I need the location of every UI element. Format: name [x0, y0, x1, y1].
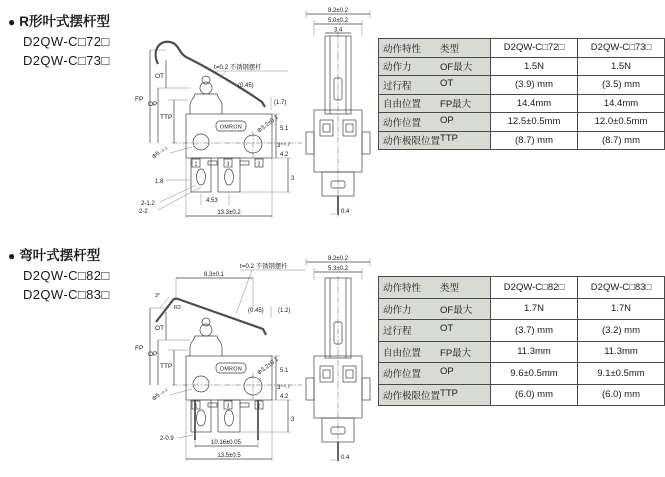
- row-value-1: 11.3mm: [491, 341, 578, 363]
- section1-title: [8, 10, 110, 30]
- dim-h3: 4.2: [280, 152, 289, 158]
- dim-h4: 3: [291, 417, 295, 423]
- side-view: [306, 256, 370, 463]
- front-view: [135, 261, 306, 461]
- dim-hole-big: Φ5₋₀.₁: [151, 386, 169, 403]
- dim-leg-offset: 1.8: [155, 179, 164, 185]
- row-value-2: (8.7) mm: [578, 131, 665, 150]
- row-label: 动作力: [383, 304, 412, 316]
- row-code: FP最大: [440, 99, 472, 111]
- op-label: OP: [148, 351, 158, 358]
- row-value-1: (3.7) mm: [491, 320, 578, 342]
- dim-tip: (1.2): [278, 308, 291, 314]
- row-label: 动作力: [383, 62, 412, 74]
- bullet-icon: ●: [8, 249, 16, 263]
- side-dim-pin: 0.4: [341, 455, 350, 461]
- row-code: TTP: [440, 387, 458, 399]
- row-value-1: (3.9) mm: [491, 76, 578, 95]
- spec-table-72-73: [378, 38, 665, 150]
- dim-lever-gap: (0.45): [248, 308, 264, 314]
- ttp-label: TTP: [160, 114, 173, 121]
- dim-pin-pitch: 10.16±0.05: [211, 440, 241, 446]
- lever-material-note: t=0.2 不锈钢摆杆: [214, 64, 262, 71]
- col-header-characteristic: 动作特性: [383, 283, 422, 295]
- row-value-1: 9.6±0.5mm: [491, 363, 578, 385]
- row-value-1: 12.5±0.5mm: [491, 113, 578, 132]
- ot-label: OT: [155, 73, 165, 80]
- table-row: [379, 113, 665, 132]
- col-header-model-83: D2QW-C□83□: [578, 277, 665, 299]
- section1-model-1: D2QW-C□72□: [23, 34, 110, 49]
- section1-model-2: D2QW-C□73□: [23, 53, 110, 68]
- spec-table-82-83: [378, 276, 665, 406]
- side-dim-outer: 8.2±0.2: [328, 256, 348, 262]
- row-code: OP: [440, 114, 454, 126]
- dim-tip: (1.7): [274, 100, 287, 106]
- dim-h2: 3⁺⁰·²: [277, 385, 290, 391]
- table-row: [379, 320, 665, 342]
- col-header-model-73: D2QW-C□73□: [578, 39, 665, 58]
- terminal-3-label: 3: [226, 161, 230, 168]
- dim-hole-small: Φ3.2±0.1: [256, 114, 280, 135]
- row-label: 过行程: [383, 326, 412, 338]
- table-row: [379, 57, 665, 76]
- side-dim-mid: 5.0±0.2: [328, 18, 348, 24]
- table-row: [379, 298, 665, 320]
- dim-pin-w: 2-0.9: [160, 436, 174, 442]
- row-value-2: (3.5) mm: [578, 76, 665, 95]
- row-value-2: 1.7N: [578, 298, 665, 320]
- brand-logo: OMRON: [219, 366, 243, 373]
- ot-label: OT: [155, 325, 165, 332]
- dim-bend-r: R2: [174, 305, 181, 311]
- dim-h1: 5.1: [280, 126, 289, 132]
- row-code: OT: [440, 77, 454, 89]
- row-value-2: 9.1±0.5mm: [578, 363, 665, 385]
- row-value-1: 14.4mm: [491, 94, 578, 113]
- row-label: 动作极限位置: [383, 390, 441, 402]
- dim-leg-pitch: 4.53: [206, 198, 218, 204]
- section2-title-text: 弯叶式摆杆型: [19, 248, 101, 263]
- row-label: 动作位置: [383, 117, 422, 129]
- section1-title-text: R形叶式摆杆型: [19, 14, 110, 29]
- row-code: TTP: [440, 133, 458, 145]
- row-label: 动作位置: [383, 369, 422, 381]
- row-label: 过行程: [383, 80, 412, 92]
- brand-logo: OMRON: [219, 124, 243, 131]
- section2-header: [8, 244, 110, 302]
- dim-lever-len: 8.3±0.1: [204, 272, 224, 278]
- table-row: [379, 94, 665, 113]
- ttp-label: TTP: [160, 363, 173, 370]
- row-label: 自由位置: [383, 347, 422, 359]
- terminal-2-label: 2: [257, 161, 261, 168]
- row-code: OF最大: [440, 62, 473, 74]
- dim-h2: 3⁺⁰·²: [277, 143, 290, 149]
- row-value-1: (6.0) mm: [491, 384, 578, 406]
- side-dim-mid: 5.3±0.2: [328, 266, 348, 272]
- lever-material-note: t=0.2 不锈钢摆杆: [240, 263, 288, 270]
- col-header-model-82: D2QW-C□82□: [491, 277, 578, 299]
- photo-shapes: [22, 71, 118, 218]
- table-row: [379, 384, 665, 406]
- row-value-2: 11.3mm: [578, 341, 665, 363]
- section2-title: [8, 244, 110, 264]
- dimension-drawing-bent-lever: [128, 248, 378, 477]
- dim-angle: 3°: [155, 293, 161, 299]
- row-value-1: (8.7) mm: [491, 131, 578, 150]
- row-label: 动作极限位置: [383, 136, 441, 148]
- row-code: OP: [440, 366, 454, 378]
- terminal-2-label: 2: [257, 403, 261, 410]
- dim-slot2: 2-2: [139, 209, 148, 215]
- bullet-icon: ●: [8, 15, 16, 29]
- fp-label: FP: [135, 96, 144, 103]
- col-header-type: 类型: [440, 43, 460, 55]
- terminal-3-label: 3: [226, 403, 230, 410]
- section2-model-1: D2QW-C□82□: [23, 268, 110, 283]
- side-dim-outer: 8.2±0.2: [328, 8, 348, 14]
- side-dim-inner: 3.4: [333, 27, 343, 34]
- col-header-type: 类型: [440, 283, 460, 295]
- terminal-1-label: 1: [194, 403, 198, 410]
- table-row: [379, 131, 665, 150]
- dim-h3: 4.2: [280, 394, 289, 400]
- table-row: [379, 363, 665, 385]
- table-header-row: [379, 277, 665, 299]
- op-label: OP: [148, 101, 158, 108]
- dim-slot1: 2-1.2: [141, 201, 155, 207]
- dim-h4: 3: [291, 176, 295, 182]
- front-view: [135, 42, 302, 218]
- row-code: OF最大: [440, 304, 473, 316]
- dim-h1: 5.1: [280, 368, 289, 374]
- row-code: FP最大: [440, 347, 472, 359]
- fp-label: FP: [135, 345, 144, 352]
- photo-shapes: [12, 306, 120, 452]
- dimension-drawing-r-lever: [128, 2, 378, 234]
- side-dim-pin: 0.4: [341, 209, 350, 215]
- row-value-2: 14.4mm: [578, 94, 665, 113]
- dim-body-width: 13.5±0.5: [217, 453, 241, 459]
- table-header-row: [379, 39, 665, 58]
- terminal-1-label: 1: [194, 161, 198, 168]
- dim-hole-small: Φ3.2±0.1: [256, 356, 280, 377]
- row-value-2: 1.5N: [578, 57, 665, 76]
- table-row: [379, 341, 665, 363]
- row-value-1: 1.7N: [491, 298, 578, 320]
- row-value-2: (6.0) mm: [578, 384, 665, 406]
- table-row: [379, 76, 665, 95]
- row-value-2: 12.0±0.5mm: [578, 113, 665, 132]
- col-header-characteristic: 动作特性: [383, 43, 422, 55]
- dim-hole-big: Φ5₋₀.₁: [151, 144, 169, 161]
- switch-photo-r-lever: [10, 66, 128, 221]
- dim-body-width: 13.3±0.2: [217, 210, 241, 216]
- section1-header: [8, 10, 110, 68]
- side-view: [306, 8, 370, 217]
- dim-lever-gap: (0.45): [238, 83, 254, 89]
- row-code: OT: [440, 323, 454, 335]
- row-value-1: 1.5N: [491, 57, 578, 76]
- row-value-2: (3.2) mm: [578, 320, 665, 342]
- col-header-model-72: D2QW-C□72□: [491, 39, 578, 58]
- section2-model-2: D2QW-C□83□: [23, 287, 110, 302]
- switch-photo-bent-lever: [8, 296, 128, 456]
- row-label: 自由位置: [383, 99, 422, 111]
